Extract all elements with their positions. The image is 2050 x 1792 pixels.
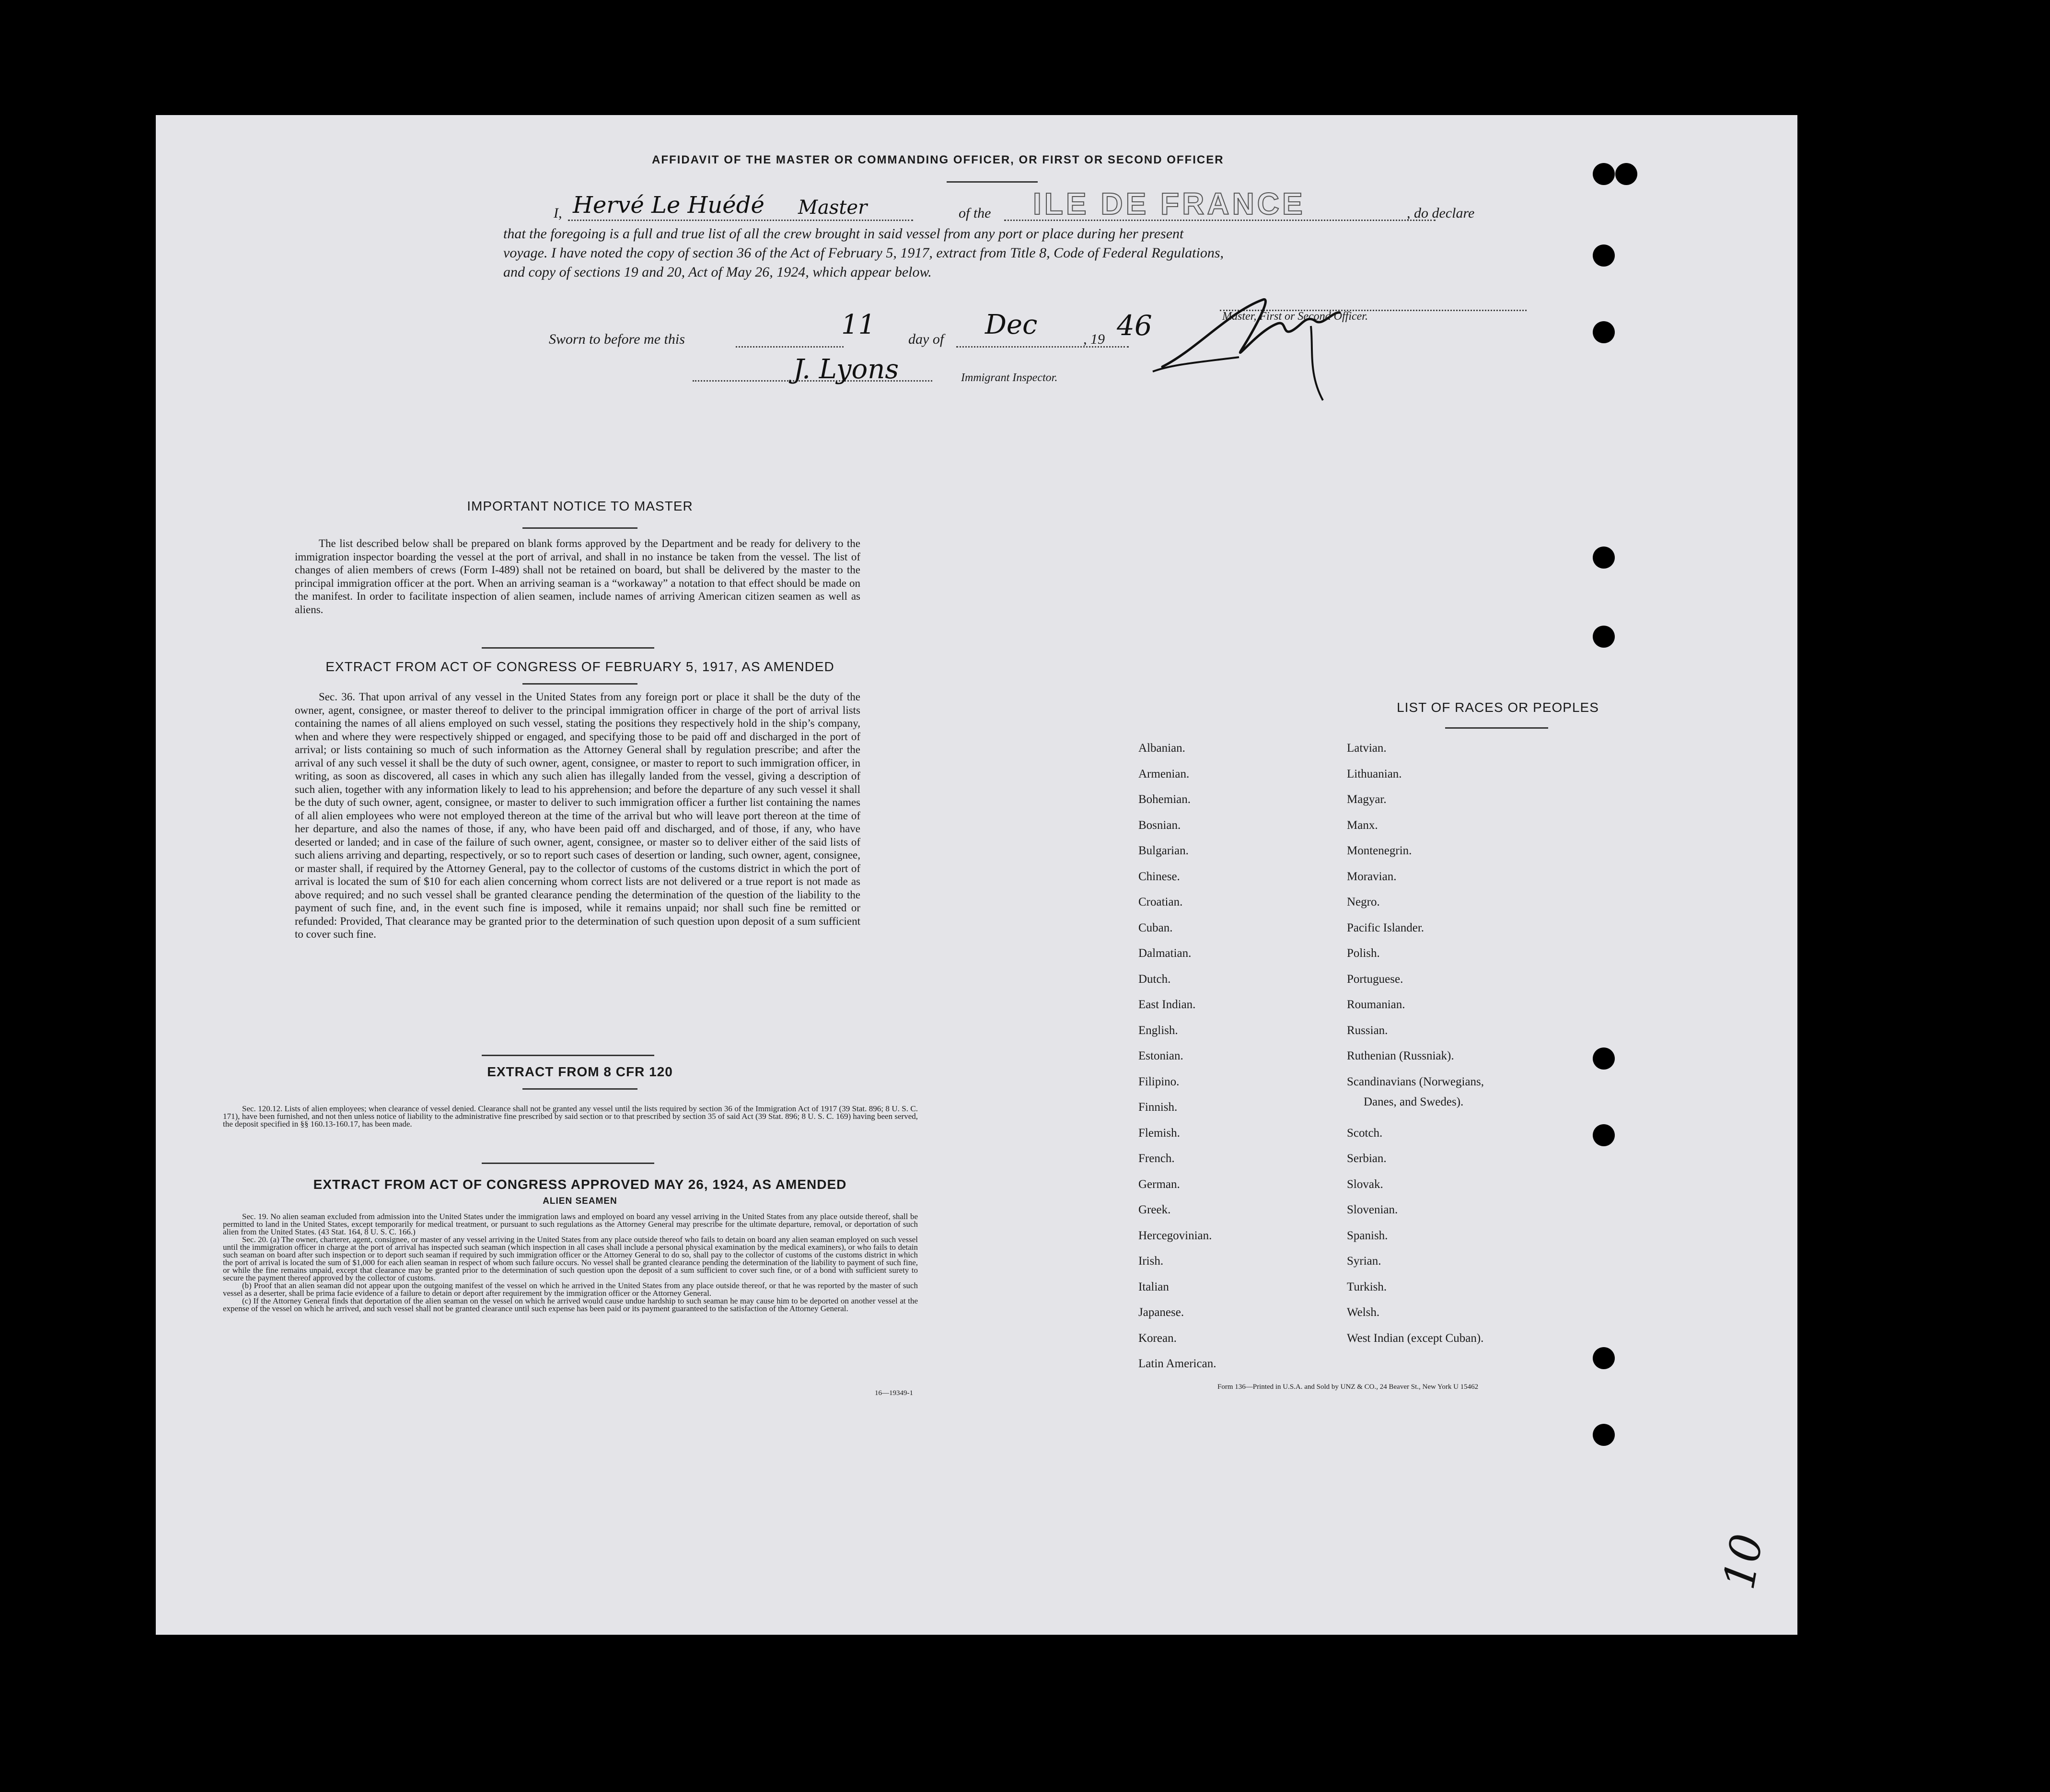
- extract-1924-para-4: (c) If the Attorney General finds that deportation of the alien seaman on the vessel on which he arrived would cause undue hardship to such seaman he may cause him to be deported on another vessel at the expense of the vessel on which he arrived, and such vessel shall not be granted clearance until such expense has been paid or its payment guaranteed to the satisfaction of the Attorney General.: [223, 1296, 918, 1313]
- race-right-item: Welsh.: [1347, 1306, 1380, 1319]
- race-right-item: Slovenian.: [1347, 1203, 1398, 1216]
- extract-1917-text: Sec. 36. That upon arrival of any vessel in the United States from any foreign port or place it shall be the duty of the owner, agent, consignee, or master thereof to deliver to the principal immigration officer in charge of the port of arrival lists containing the names of all aliens employed on such vessel, stating the positions they respectively hold in the ship’s company, when and where they were respectively shipped or engaged, and specifying those to be paid off and discharged in the port of arrival; or lists containing so much of such information as the Attorney General shall by regulation prescribe; and after the arrival of any such vessel it shall be the duty of such owner, agent, consignee, or master to report to such immigration officer, in writing, as soon as discovered, all cases in which any such alien has illegally landed from the vessel, giving a description of such alien, together with any information likely to lead to his apprehension; and before the departure of any such vessel it shall be the duty of such owner, agent, consignee, or master to deliver to such immigration officer a further list containing the names of all alien employees who were not employed thereon at the time of the arrival but who will leave port thereon at the time of her departure, and also the names of those, if any, who have been paid off and discharged, and of those, if any, who have deserted or landed; and in case of the failure of such owner, agent, consignee, or master so to deliver either of the said lists of such aliens arriving and departing, respectively, or so to report such cases of desertion or landing, such owner, agent, consignee, or master shall, if required by the Attorney General, pay to the collector of customs of the customs district in which the port of arrival is located the sum of $10 for each alien concerning whom correct lists are not delivered or a true report is not made as above required; and no such vessel shall be granted clearance pending the determination of the question of the liability to the payment of such fine, and, in the event such fine is imposed, while it remains unpaid; nor shall such fine be remitted or refunded: Provided, That clearance may be granted prior to the determination of such question upon deposit of a sum sufficient to cover such fine.: [295, 691, 860, 940]
- binder-hole: [1593, 163, 1615, 185]
- race-right-item: Lithuanian.: [1347, 767, 1402, 780]
- extract-1924-text: [223, 1213, 918, 1313]
- race-right-item: Montenegrin.: [1347, 844, 1412, 857]
- race-left-item: English.: [1138, 1024, 1178, 1037]
- race-right-item: Slovak.: [1347, 1177, 1383, 1191]
- race-left-item: Flemish.: [1138, 1126, 1180, 1140]
- inspector-signature: J. Lyons: [793, 354, 899, 385]
- notice-bottom-rule: [482, 647, 654, 649]
- affidavit-line2: that the foregoing is a full and true list of all the crew brought in said vessel from any port or place during her present: [503, 226, 1184, 242]
- race-left-item: Dalmatian.: [1138, 947, 1192, 960]
- race-left-item: German.: [1138, 1177, 1180, 1191]
- race-right-item: Polish.: [1347, 947, 1380, 960]
- race-left-item: Japanese.: [1138, 1306, 1184, 1319]
- signer-dotted-line: [568, 220, 913, 221]
- sworn-day-line: [736, 346, 844, 348]
- binder-hole: [1593, 1347, 1615, 1369]
- signer-name-handwritten: Hervé Le Huédé: [573, 192, 764, 219]
- extract-1917-bottom-rule: [482, 1055, 654, 1056]
- race-left-item: Cuban.: [1138, 921, 1173, 934]
- sworn-year-prefix: , 19: [1083, 331, 1105, 347]
- race-left-item: Greek.: [1138, 1203, 1171, 1216]
- notice-rule: [522, 527, 637, 529]
- race-right-item: Manx.: [1347, 818, 1378, 832]
- extract-cfr-bottom-rule: [482, 1163, 654, 1164]
- master-signature-label: Master, First or Second Officer.: [1222, 310, 1368, 323]
- race-left-item: French.: [1138, 1152, 1175, 1165]
- sworn-prefix: Sworn to before me this: [549, 331, 685, 347]
- race-left-item: Dutch.: [1138, 972, 1171, 986]
- signer-role-handwritten: Master: [798, 197, 868, 219]
- race-right-item: West Indian (except Cuban).: [1347, 1331, 1484, 1345]
- extract-1924-para-2: Sec. 20. (a) The owner, charterer, agent, consignee, or master of any vessel arriving in the United States from any place outside thereof who fails to detain on board any alien seaman employed on such vessel until the immigration officer in charge at the port of arrival has inspected such seaman (which inspection in all cases shall include a personal physical examination by the medical examiners), or who fails to detain such seaman on board after such inspection or to deport such seaman if required by such immigration officer or the Attorney General to do so, shall pay to the collector of customs of the customs district in which the port of arrival is located the sum of $1,000 for each alien seaman in respect of whom such failure occurs. No vessel shall be granted clearance pending the determination of the liability to payment of such fine, or while the fine remains unpaid, except that clearance may be granted prior to the determination of such question upon the deposit of a sum sufficient to cover such fine, or of a bond with sufficient surety to secure the payment thereof approved by the collector of customs.: [223, 1235, 918, 1282]
- race-right-item: Ruthenian (Russniak).: [1347, 1049, 1454, 1062]
- race-right-item: Latvian.: [1347, 742, 1387, 755]
- race-left-item: Croatian.: [1138, 896, 1183, 908]
- print-code: 16—19349-1: [875, 1389, 913, 1397]
- race-left-item: Chinese.: [1138, 870, 1180, 883]
- race-right-item: Scotch.: [1347, 1126, 1383, 1140]
- race-left-item: Bosnian.: [1138, 818, 1181, 832]
- race-left-item: Hercegovinian.: [1138, 1229, 1212, 1242]
- race-left-item: Irish.: [1138, 1255, 1164, 1268]
- race-right-item: Spanish.: [1347, 1229, 1388, 1242]
- race-left-item: Finnish.: [1138, 1101, 1178, 1114]
- binder-hole: [1593, 321, 1615, 343]
- affidavit-title-rule: [947, 181, 1038, 183]
- race-right-item: Negro.: [1347, 896, 1380, 908]
- races-heading: LIST OF RACES OR PEOPLES: [1397, 700, 1599, 715]
- race-right-item: Moravian.: [1347, 870, 1397, 883]
- extract-1917-rule: [522, 683, 637, 685]
- binder-hole: [1593, 244, 1615, 267]
- race-right-item: Pacific Islander.: [1347, 921, 1425, 934]
- affidavit-line1-prefix: I,: [554, 205, 562, 221]
- master-signature: [1143, 278, 1373, 403]
- affidavit-title: AFFIDAVIT OF THE MASTER OR COMMANDING OFFICER, OR FIRST OR SECOND OFFICER: [652, 153, 1224, 166]
- extract-1924-subheading: ALIEN SEAMEN: [543, 1196, 617, 1206]
- race-right-item: Turkish.: [1347, 1280, 1387, 1293]
- race-left-item: Latin American.: [1138, 1357, 1216, 1370]
- sworn-day-handwritten: 11: [841, 309, 876, 340]
- race-left-item: Italian: [1138, 1280, 1169, 1293]
- race-right-item: Magyar.: [1347, 793, 1387, 806]
- page-number-handwritten: 10: [1714, 1530, 1773, 1594]
- race-left-item: East Indian.: [1138, 998, 1196, 1011]
- notice-text: The list described below shall be prepared on blank forms approved by the Department and be ready for delivery to the immigration inspector boarding the vessel at the port of arrival, and shall in no instance be taken from the vessel. The list of changes of alien members of crews (Form I-489) shall not be retained on board, but shall be delivered by the master to the principal immigration officer at the port. When an arriving seaman is a “workaway” a notation to that effect should be made on the manifest. In order to facilitate inspection of alien seamen, include names of arriving American citizen seamen as well as aliens.: [295, 537, 860, 616]
- race-right-item: Serbian.: [1347, 1152, 1387, 1165]
- vessel-name-stamp: ILE DE FRANCE: [1033, 186, 1306, 221]
- affidavit-do-declare: , do declare: [1407, 205, 1475, 221]
- inspector-label: Immigrant Inspector.: [961, 372, 1058, 384]
- affidavit-line3: voyage. I have noted the copy of section 36 of the Act of February 5, 1917, extract from Title 8, Code of Federal Regulations,: [503, 245, 1224, 261]
- race-left-item: Bulgarian.: [1138, 844, 1189, 857]
- race-right-item: Portuguese.: [1347, 972, 1403, 986]
- race-left-item: Albanian.: [1138, 742, 1185, 755]
- binder-hole: [1593, 1047, 1615, 1070]
- extract-cfr-text: Sec. 120.12. Lists of alien employees; when clearance of vessel denied. Clearance shall not be granted any vessel until the lists required by section 36 of the Immigration Act of 1917 (39 Stat. 896; 8 U. S. C. 171), have been furnished, and not then unless notice of liability to the administrative fine prescribed by said section or to that prescribed by section 35 of said Act (39 Stat. 896; 8 U. S. C. 169) having been served, the deposit specified in §§ 160.13-160.17, has been made.: [223, 1104, 918, 1129]
- race-right-item: Scandinavians (Norwegians,: [1347, 1075, 1484, 1088]
- affidavit-line4: and copy of sections 19 and 20, Act of May 26, 1924, which appear below.: [503, 264, 932, 280]
- binder-hole: [1593, 547, 1615, 569]
- race-left-item: Korean.: [1138, 1331, 1177, 1345]
- race-left-item: Bohemian.: [1138, 793, 1191, 806]
- sworn-month-handwritten: Dec: [985, 309, 1038, 340]
- extract-1924-para-1: Sec. 19. No alien seaman excluded from admission into the United States under the immigration laws and employed on board any vessel arriving in the United States from any place outside thereof, shall be permitted to land in the United States, except temporarily for medical treatment, or pursuant to such regulations as the Attorney General may prescribe for the ultimate departure, removal, or deportation of such alien from the United States. (43 Stat. 164, 8 U. S. C. 166.): [223, 1212, 918, 1236]
- binder-hole: [1593, 626, 1615, 648]
- race-right-item: Roumanian.: [1347, 998, 1405, 1011]
- extract-1924-para-3: (b) Proof that an alien seaman did not appear upon the outgoing manifest of the vessel on which he arrived in the United States from any place outside thereof, or that he was reported by the master of such vessel as a deserter, shall be prima facie evidence of a failure to detain or deport after requirement by the immigration officer or the Attorney General.: [223, 1281, 918, 1298]
- extract-cfr-heading: EXTRACT FROM 8 CFR 120: [487, 1064, 673, 1079]
- affidavit-of-the: of the: [959, 205, 991, 221]
- extract-1924-heading: EXTRACT FROM ACT OF CONGRESS APPROVED MAY 26, 1924, AS AMENDED: [313, 1177, 847, 1192]
- race-right-continuation: Danes, and Swedes).: [1364, 1095, 1464, 1108]
- race-right-item: Russian.: [1347, 1024, 1388, 1037]
- race-right-item: Syrian.: [1347, 1255, 1381, 1268]
- notice-heading: IMPORTANT NOTICE TO MASTER: [467, 499, 693, 513]
- binder-hole: [1615, 163, 1637, 185]
- document-page: [156, 115, 1797, 1635]
- race-left-item: Estonian.: [1138, 1049, 1183, 1062]
- sworn-day-of: day of: [908, 331, 944, 347]
- race-left-item: Armenian.: [1138, 767, 1190, 780]
- binder-hole: [1593, 1424, 1615, 1446]
- races-rule: [1445, 727, 1548, 729]
- form-footer: Form 136—Printed in U.S.A. and Sold by UNZ & CO., 24 Beaver St., New York U 15462: [1217, 1383, 1479, 1391]
- binder-hole: [1593, 1124, 1615, 1146]
- race-left-item: Filipino.: [1138, 1075, 1180, 1088]
- sworn-year-handwritten: 46: [1117, 309, 1152, 342]
- extract-cfr-rule: [522, 1088, 637, 1090]
- extract-1917-heading: EXTRACT FROM ACT OF CONGRESS OF FEBRUARY 5, 1917, AS AMENDED: [325, 659, 834, 674]
